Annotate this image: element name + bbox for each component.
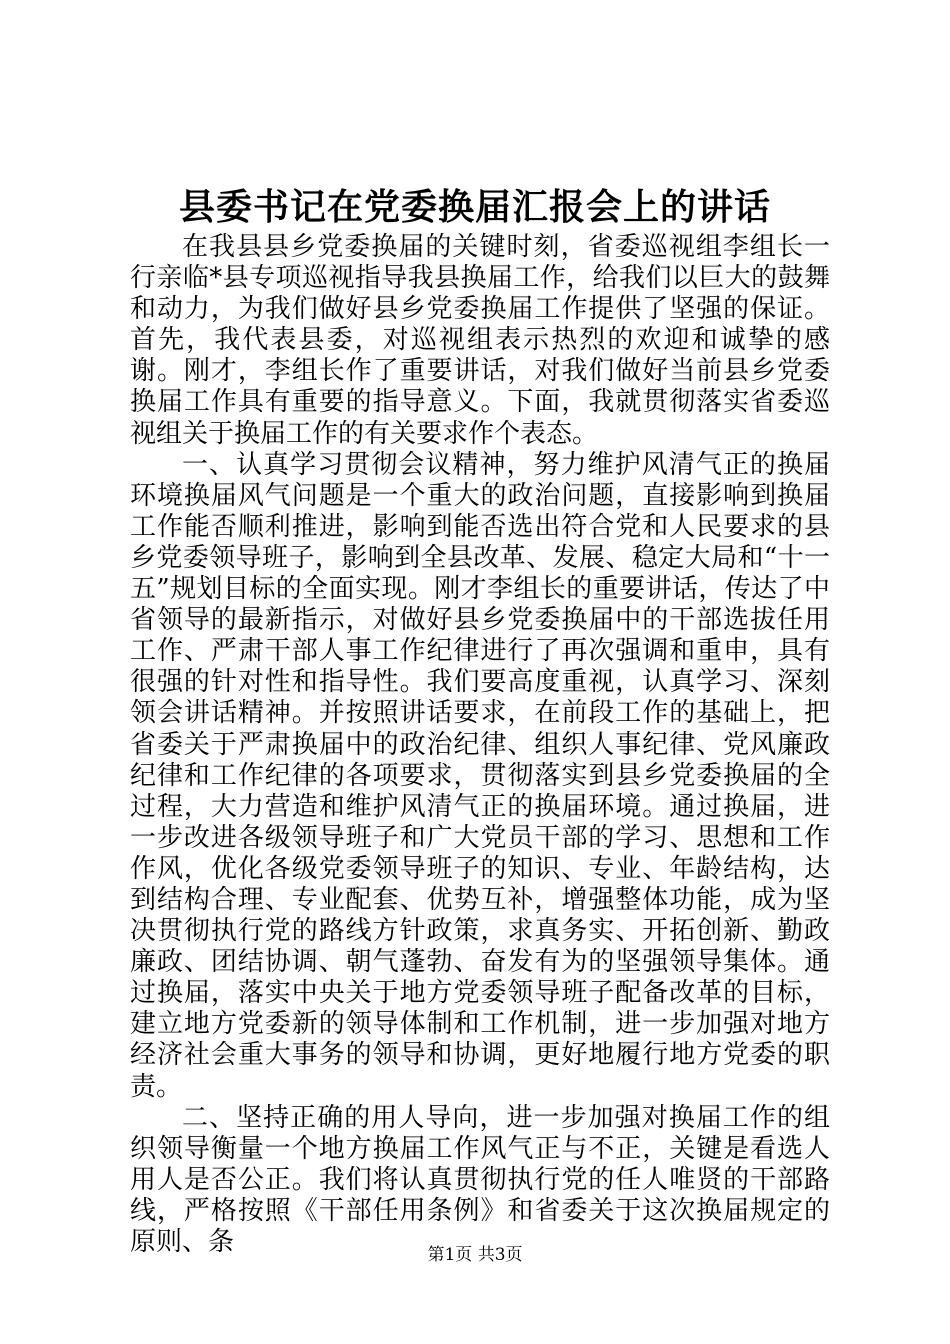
page-number-footer: 第1页 共3页	[427, 1245, 523, 1265]
paragraph-section-2: 二、坚持正确的用人导向，进一步加强对换届工作的组织领导衡量一个地方换届工作风气正与不正，关键是看选人用人是否公正。我们将认真贯彻执行党的任人唯贤的干部路线，严格按照《干部任用条例》和省委关于这次换届规定的原则、条	[130, 1102, 830, 1257]
paragraph-intro: 在我县县乡党委换届的关键时刻，省委巡视组李组长一行亲临*县专项巡视指导我县换届工作，给我们以巨大的鼓舞和动力，为我们做好县乡党委换届工作提供了坚强的保证。首先，我代表县委，对巡视组表示热烈的欢迎和诚挚的感谢。刚才，李组长作了重要讲话，对我们做好当前县乡党委换届工作具有重要的指导意义。下面，我就贯彻落实省委巡视组关于换届工作的有关要求作个表态。	[130, 232, 830, 449]
document-body	[130, 232, 830, 1258]
paragraph-section-1: 一、认真学习贯彻会议精神，努力维护风清气正的换届环境换届风气问题是一个重大的政治问题，直接影响到换届工作能否顺利推进，影响到能否选出符合党和人民要求的县乡党委领导班子，影响到全县改革、发展、稳定大局和“十一五”规划目标的全面实现。刚才李组长的重要讲话，传达了中省领导的最新指示，对做好县乡党委换届中的干部选拔任用工作、严肃干部人事工作纪律进行了再次强调和重申，具有很强的针对性和指导性。我们要高度重视，认真学习、深刻领会讲话精神。并按照讲话要求，在前段工作的基础上，把省委关于严肃换届中的政治纪律、组织人事纪律、党风廉政纪律和工作纪律的各项要求，贯彻落实到县乡党委换届的全过程，大力营造和维护风清气正的换届环境。通过换届，进一步改进各级领导班子和广大党员干部的学习、思想和工作作风，优化各级党委领导班子的知识、专业、年龄结构，达到结构合理、专业配套、优势互补，增强整体功能，成为坚决贯彻执行党的路线方针政策，求真务实、开拓创新、勤政廉政、团结协调、朝气蓬勃、奋发有为的坚强领导集体。通过换届，落实中央关于地方党委领导班子配备改革的目标，建立地方党委新的领导体制和工作机制，进一步加强对地方经济社会重大事务的领导和协调，更好地履行地方党委的职责。	[130, 449, 830, 1102]
document-title: 县委书记在党委换届汇报会上的讲话	[178, 186, 771, 228]
